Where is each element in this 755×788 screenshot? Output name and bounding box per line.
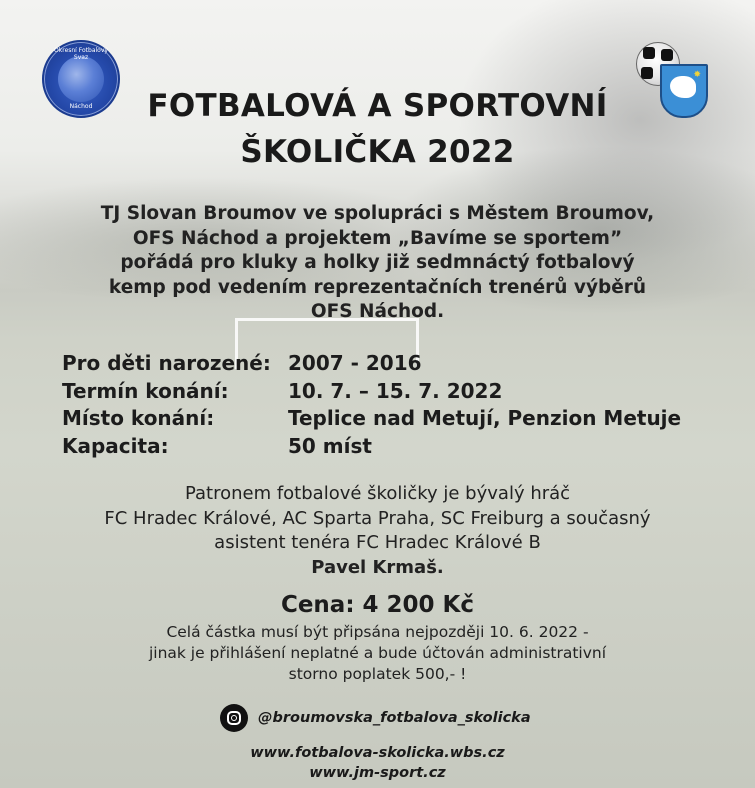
payment-note: [0, 622, 755, 685]
detail-value: Teplice nad Metují, Penzion Metuje: [288, 406, 682, 430]
payment-note-line: Celá částka musí být připsána nejpozději 10. 6. 2022 -: [166, 623, 589, 641]
title-line-2: ŠKOLIČKA 2022: [240, 134, 515, 170]
instagram-handle: @broumovska_fotbalova_skolicka: [258, 710, 531, 726]
patron-paragraph: [0, 482, 755, 580]
logo-arc-text-bottom: Náchod: [69, 103, 93, 110]
detail-row-location: [62, 405, 681, 433]
detail-label: Termín konání:: [62, 378, 229, 403]
intro-line: OFS Náchod a projektem „Bavíme se sportem”: [132, 227, 623, 249]
instagram-link[interactable]: [220, 704, 531, 732]
detail-value: 50 míst: [288, 433, 372, 458]
detail-label: Pro děti narozené:: [62, 351, 271, 375]
instagram-icon: [220, 704, 248, 732]
website-links: [0, 743, 755, 783]
patron-line: asistent tenéra FC Hradec Králové B: [214, 532, 541, 553]
detail-value: 10. 7. – 15. 7. 2022: [288, 378, 503, 403]
star-icon: ✸: [693, 70, 701, 80]
intro-line: kemp pod vedením reprezentačních trenérů výběrů: [108, 276, 647, 298]
title-line-1: FOTBALOVÁ A SPORTOVNÍ: [147, 88, 608, 124]
payment-note-line: storno poplatek 500,- !: [288, 665, 467, 683]
payment-note-line: jinak je přihlášení neplatné a bude účtován administrativní: [148, 644, 607, 662]
event-details: [62, 350, 681, 460]
detail-label: Kapacita:: [62, 433, 169, 458]
intro-line: pořádá pro kluky a holky již sedmnáctý fotbalový: [120, 252, 635, 273]
detail-row-date: [62, 378, 681, 406]
intro-paragraph: [0, 202, 755, 325]
logo-arc-text-top: Okresní Fotbalový Svaz: [54, 47, 108, 61]
detail-row-capacity: [62, 433, 681, 461]
patron-name: Pavel Krmaš.: [311, 556, 444, 578]
detail-label: Místo konání:: [62, 406, 215, 430]
patron-line: Patronem fotbalové školičky je bývalý hráč: [184, 483, 571, 504]
detail-value: 2007 - 2016: [288, 351, 422, 375]
website-link[interactable]: www.fotbalova-skolicka.wbs.cz: [250, 745, 505, 761]
patron-line: FC Hradec Králové, AC Sparta Praha, SC Freiburg a současný: [104, 507, 651, 529]
detail-row-birth-years: [62, 350, 681, 378]
price: Cena: 4 200 Kč: [280, 592, 475, 618]
intro-line: TJ Slovan Broumov ve spolupráci s Městem Broumov,: [100, 203, 655, 224]
intro-line: OFS Náchod.: [310, 301, 445, 322]
website-link[interactable]: www.jm-sport.cz: [309, 765, 446, 781]
